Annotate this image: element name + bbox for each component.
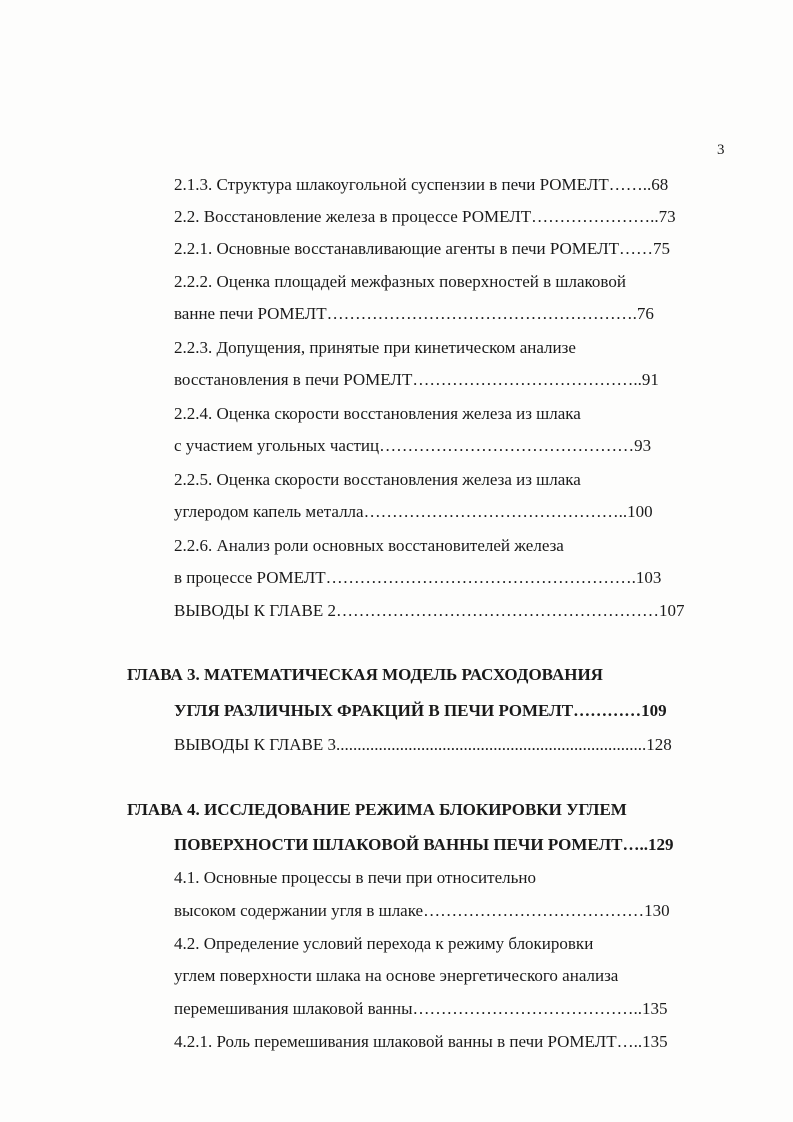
toc-entry-2-2-3: 2.2.3. Допущения, принятые при кинетическом анализе	[174, 338, 576, 357]
toc-entry-4-2-1: 4.2.1. Роль перемешивания шлаковой ванны в печи РОМЕЛТ…..135	[174, 1032, 668, 1051]
toc-entry-2-2-1: 2.2.1. Основные восстанавливающие агенты в печи РОМЕЛТ……75	[174, 239, 670, 258]
toc-chapter-4-title-cont: ПОВЕРХНОСТИ ШЛАКОВОЙ ВАННЫ ПЕЧИ РОМЕЛТ…..129	[174, 835, 674, 854]
toc-chapter-3-title: ГЛАВА 3. МАТЕМАТИЧЕСКАЯ МОДЕЛЬ РАСХОДОВАНИЯ	[127, 665, 603, 684]
toc-entry-2-2-4-cont: с участием угольных частиц………………………………………93	[174, 436, 652, 455]
toc-entry-2-2-3-cont: восстановления в печи РОМЕЛТ…………………………………..91	[174, 370, 659, 389]
toc-entry-2-2-2-cont: ванне печи РОМЕЛТ……………………………………………….76	[174, 304, 654, 323]
toc-entry-2-2-6-cont: в процессе РОМЕЛТ……………………………………………….103	[174, 568, 662, 587]
toc-entry-4-2-cont1: углем поверхности шлака на основе энергетического анализа	[174, 966, 619, 985]
toc-entry-2-2-2: 2.2.2. Оценка площадей межфазных поверхностей в шлаковой	[174, 272, 626, 291]
toc-entry-2-1-3: 2.1.3. Структура шлакоугольной суспензии в печи РОМЕЛТ……..68	[174, 175, 669, 194]
toc-entry-4-2: 4.2. Определение условий перехода к режиму блокировки	[174, 934, 594, 953]
page-number: 3	[717, 142, 725, 158]
toc-entry-conclusions-ch3: ВЫВОДЫ К ГЛАВЕ 3.........................................................................128	[174, 735, 672, 754]
toc-entry-2-2-4: 2.2.4. Оценка скорости восстановления железа из шлака	[174, 404, 581, 423]
toc-entry-conclusions-ch2: ВЫВОДЫ К ГЛАВЕ 2…………………………………………………107	[174, 601, 685, 620]
toc-chapter-4-title: ГЛАВА 4. ИССЛЕДОВАНИЕ РЕЖИМА БЛОКИРОВКИ УГЛЕМ	[127, 800, 627, 819]
toc-entry-2-2: 2.2. Восстановление железа в процессе РОМЕЛТ…………………..73	[174, 207, 676, 226]
toc-entry-4-2-cont2: перемешивания шлаковой ванны…………………………………..135	[174, 999, 668, 1018]
toc-entry-2-2-5: 2.2.5. Оценка скорости восстановления железа из шлака	[174, 470, 581, 489]
toc-entry-4-1: 4.1. Основные процессы в печи при относительно	[174, 868, 536, 887]
toc-entry-4-1-cont: высоком содержании угля в шлаке…………………………………130	[174, 901, 670, 920]
toc-chapter-3-title-cont: УГЛЯ РАЗЛИЧНЫХ ФРАКЦИЙ В ПЕЧИ РОМЕЛТ…………109	[174, 701, 667, 720]
toc-entry-2-2-6: 2.2.6. Анализ роли основных восстановителей железа	[174, 536, 564, 555]
toc-entry-2-2-5-cont: углеродом капель металла………………………………………..100	[174, 502, 653, 521]
